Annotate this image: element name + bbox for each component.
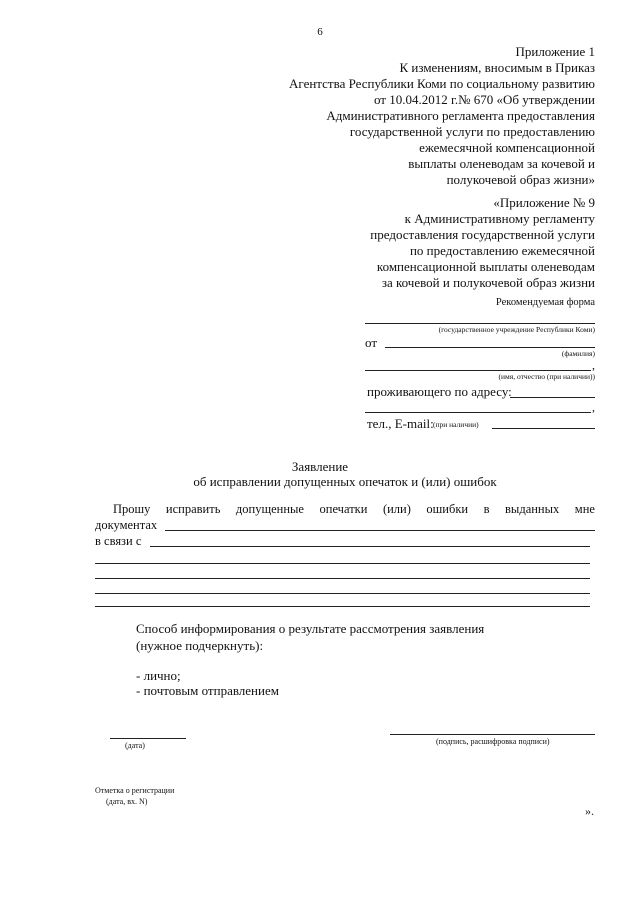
document-title: Заявление: [291, 459, 349, 474]
surname-caption: (фамилия): [561, 349, 595, 358]
surname-field[interactable]: [385, 347, 595, 348]
registration-caption: (дата, вх. N): [106, 797, 148, 806]
blank-line[interactable]: [95, 578, 590, 579]
phone-field[interactable]: [492, 428, 595, 429]
request-word: опечатки: [319, 502, 368, 516]
option-in-person[interactable]: - лично;: [136, 668, 181, 683]
notify-hint: (нужное подчеркнуть):: [136, 638, 264, 653]
request-word: Прошу: [113, 502, 151, 516]
signature-field[interactable]: [390, 734, 595, 735]
appendix-line: К изменениям, вносимым в Приказ: [399, 60, 595, 75]
address-field-1[interactable]: [510, 397, 595, 398]
request-word: мне: [574, 502, 595, 516]
request-word: ошибки: [426, 502, 469, 516]
appendix-1-header: [289, 44, 595, 188]
date-caption: (дата): [125, 741, 145, 750]
comma: ,: [592, 358, 595, 372]
phone-caption: (при наличии): [433, 420, 479, 429]
request-line: [113, 502, 595, 517]
registration-mark: Отметка о регистрации: [95, 786, 175, 795]
blank-line[interactable]: [95, 563, 590, 564]
address-label: проживающего по адресу:: [367, 384, 512, 399]
appendix-line: полукочевой образ жизни»: [446, 172, 595, 187]
request-word: в: [483, 502, 490, 516]
recommended-form-label: Рекомендуемая форма: [495, 297, 595, 308]
page-number: 6: [317, 26, 323, 38]
signature-caption: (подпись, расшифровка подписи): [436, 737, 550, 746]
request-word: исправить: [165, 502, 221, 516]
reason-label: в связи с: [95, 534, 142, 548]
request-word: (или): [382, 502, 411, 516]
appendix-line: государственной услуги по предоставлению: [349, 124, 595, 139]
reason-field[interactable]: [150, 546, 590, 547]
appendix-line: «Приложение № 9: [493, 195, 595, 210]
request-word: допущенные: [235, 502, 304, 516]
appendix-line: от 10.04.2012 г.№ 670 «Об утверждении: [373, 92, 595, 107]
appendix-line: по предоставлению ежемесячной: [409, 243, 595, 258]
name-field[interactable]: [365, 370, 591, 371]
from-label: от: [365, 335, 378, 350]
comma: ,: [592, 400, 595, 414]
appendix-line: выплаты оленеводам за кочевой и: [408, 156, 595, 171]
appendix-line: компенсационной выплаты оленеводам: [376, 259, 595, 274]
appendix-line: за кочевой и полукочевой образ жизни: [381, 275, 595, 290]
blank-line[interactable]: [95, 593, 590, 594]
request-word: выданных: [505, 502, 560, 516]
documents-field[interactable]: [165, 530, 595, 531]
address-field-2[interactable]: [365, 412, 591, 413]
appendix-line: предоставления государственной услуги: [370, 227, 595, 242]
appendix-line: Агентства Республики Коми по социальному развитию: [289, 76, 595, 91]
option-by-mail[interactable]: - почтовым отправлением: [136, 683, 279, 698]
appendix-line: ежемесячной компенсационной: [419, 140, 595, 155]
blank-line[interactable]: [95, 606, 590, 607]
documents-label: документах: [95, 518, 158, 532]
date-field[interactable]: [110, 738, 186, 739]
notify-method-label: Способ информирования о результате рассмотрения заявления: [136, 621, 485, 636]
name-caption: (имя, отчество (при наличии)): [498, 372, 595, 381]
appendix-line: к Административному регламенту: [404, 211, 595, 226]
institution-caption: (государственное учреждение Республики Коми): [438, 325, 595, 334]
appendix-line: Приложение 1: [515, 44, 595, 59]
appendix-9-header: [370, 195, 595, 291]
institution-field[interactable]: [365, 323, 595, 324]
phone-label: тел., E-mail:: [367, 416, 434, 431]
appendix-line: Административного регламента предоставления: [326, 108, 595, 123]
closing-quote: ».: [585, 804, 594, 818]
document-subtitle: об исправлении допущенных опечаток и (или) ошибок: [193, 474, 497, 489]
